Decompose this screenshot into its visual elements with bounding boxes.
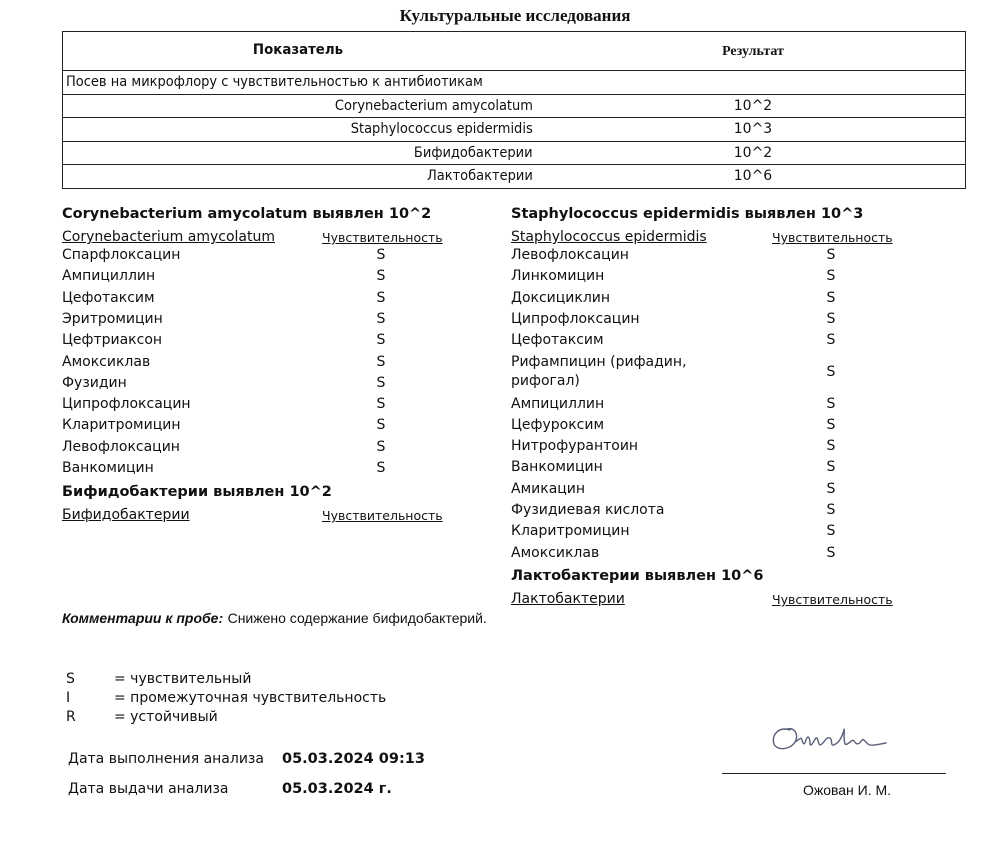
legend-item [66,671,386,690]
antibiotic-name-cont: рифогал) [511,372,580,389]
legend-meaning: = чувствительный [114,671,252,687]
dates-block [68,751,425,811]
legend-code: R [66,709,76,725]
sensitivity-value: S [826,544,836,561]
sensitivity-value: S [376,332,386,349]
antibiotic-name: Цефуроксим [511,416,605,433]
antibiotic-name: Рифампицин (рифадин, [511,353,687,370]
results-table [62,31,966,189]
header-result: Результат [722,44,784,59]
sensitivity-value: S [826,268,836,285]
sensitivity-value: S [376,396,386,413]
signature-image [768,718,903,760]
legend [66,671,386,728]
section-organism-header: Лактобактерии [511,591,625,607]
sensitivity-value: S [376,289,386,306]
section-organism-header: Corynebacterium amycolatum [62,229,275,245]
sensitivity-value: S [826,247,836,263]
antibiotic-name: Нитрофурантоин [511,438,639,455]
antibiotic-name: Спарфлоксацин [62,247,181,263]
organism-name: Лактобактерии [427,168,533,184]
sensitivity-value: S [826,523,836,540]
sensitivity-value: S [376,460,386,476]
antibiotic-name: Левофлоксацин [511,247,629,263]
section-title: Corynebacterium amycolatum выявлен 10^2 [62,206,432,222]
group-label: Посев на микрофлору с чувствительностью к антибиотикам [66,74,483,90]
antibiotic-name: Левофлоксацин [62,438,180,455]
sensitivity-value: S [826,310,836,327]
table-group-row [63,70,965,94]
sensitivity-value: S [826,416,836,433]
sensitivity-value: S [376,438,386,455]
antibiotic-name: Доксициклин [511,289,611,306]
sensitivity-value: S [826,332,836,349]
antibiotic-name: Эритромицин [62,310,163,327]
organism-result: 10^6 [733,168,773,184]
sensitivity-header: Чувствительность [772,230,893,245]
sensitivity-header: Чувствительность [322,508,443,523]
organism-name: Бифидобактерии [414,144,533,161]
antibiotic-name: Ампициллин [511,395,605,412]
sensitivity-value: S [826,459,836,476]
sensitivity-value: S [826,438,836,455]
table-row [63,141,965,165]
antibiotic-name: Амоксиклав [511,544,600,561]
sensitivity-value: S [826,363,836,380]
sensitivity-value: S [826,395,836,412]
sensitivity-value: S [376,353,386,370]
section-organism-header: Бифидобактерии [62,507,190,523]
antibiotic-name: Амоксиклав [62,353,151,370]
signature-line [722,773,946,774]
sensitivity-header: Чувствительность [772,592,893,607]
legend-code: S [66,671,75,687]
sensitivity-value: S [376,310,386,327]
antibiotic-name: Цефтриаксон [62,332,163,349]
antibiotic-name: Ампициллин [62,268,156,285]
section-title: Лактобактерии выявлен 10^6 [511,568,764,584]
table-row [63,94,965,118]
sensitivity-value: S [376,247,386,263]
antibiotic-name: Ванкомицин [511,459,603,476]
date-performed [68,751,425,781]
sensitivity-value: S [376,417,386,434]
legend-meaning: = устойчивый [114,709,218,725]
comment-label: Комментарии к пробе: [62,610,224,626]
antibiotic-name: Амикацин [511,480,586,497]
date-performed-value: 05.03.2024 09:13 [282,751,425,767]
antibiotic-name: Ципрофлоксацин [511,310,640,327]
section-title: Staphylococcus epidermidis выявлен 10^3 [511,206,864,222]
sensitivity-value: S [376,374,386,391]
section-organism-header: Staphylococcus epidermidis [511,229,707,245]
antibiotic-name: Цефотаксим [62,289,155,306]
antibiotic-name: Фузидин [62,374,127,391]
antibiotic-name: Цефотаксим [511,332,604,349]
antibiotic-name: Линкомицин [511,268,605,285]
organism-result: 10^3 [733,121,773,137]
organism-name: Staphylococcus epidermidis [350,121,533,137]
legend-meaning: = промежуточная чувствительность [114,690,387,706]
sample-comment [62,610,487,627]
antibiotic-name: Кларитромицин [511,523,630,540]
organism-name: Corynebacterium amycolatum [334,97,533,114]
table-row [63,117,965,141]
table-header-row [63,32,965,70]
organism-result: 10^2 [733,144,773,161]
signer-name: Ожован И. М. [802,782,892,798]
section-title: Бифидобактерии выявлен 10^2 [62,484,332,500]
organism-result: 10^2 [733,97,773,114]
date-performed-label: Дата выполнения анализа [68,751,264,767]
legend-item [66,709,386,728]
comment-text: Снижено содержание бифидобактерий. [227,610,487,626]
sensitivity-value: S [376,268,386,285]
antibiotic-name: Ципрофлоксацин [62,396,191,413]
antibiotic-name: Ванкомицин [62,460,154,476]
header-indicator: Показатель [252,42,344,58]
date-issued-label: Дата выдачи анализа [68,781,229,797]
sensitivity-value: S [826,502,836,518]
legend-code: I [66,690,71,706]
sensitivity-header: Чувствительность [322,230,443,245]
date-issued-value: 05.03.2024 г. [282,781,392,797]
document-title: Культуральные исследования [399,6,631,25]
antibiotic-name: Фузидиевая кислота [511,502,665,518]
legend-item [66,690,386,709]
antibiotic-name: Кларитромицин [62,417,181,434]
table-row [63,164,965,188]
sensitivity-value: S [826,289,836,306]
signature-stroke [773,729,886,749]
date-issued [68,781,425,811]
sensitivity-value: S [826,480,836,497]
